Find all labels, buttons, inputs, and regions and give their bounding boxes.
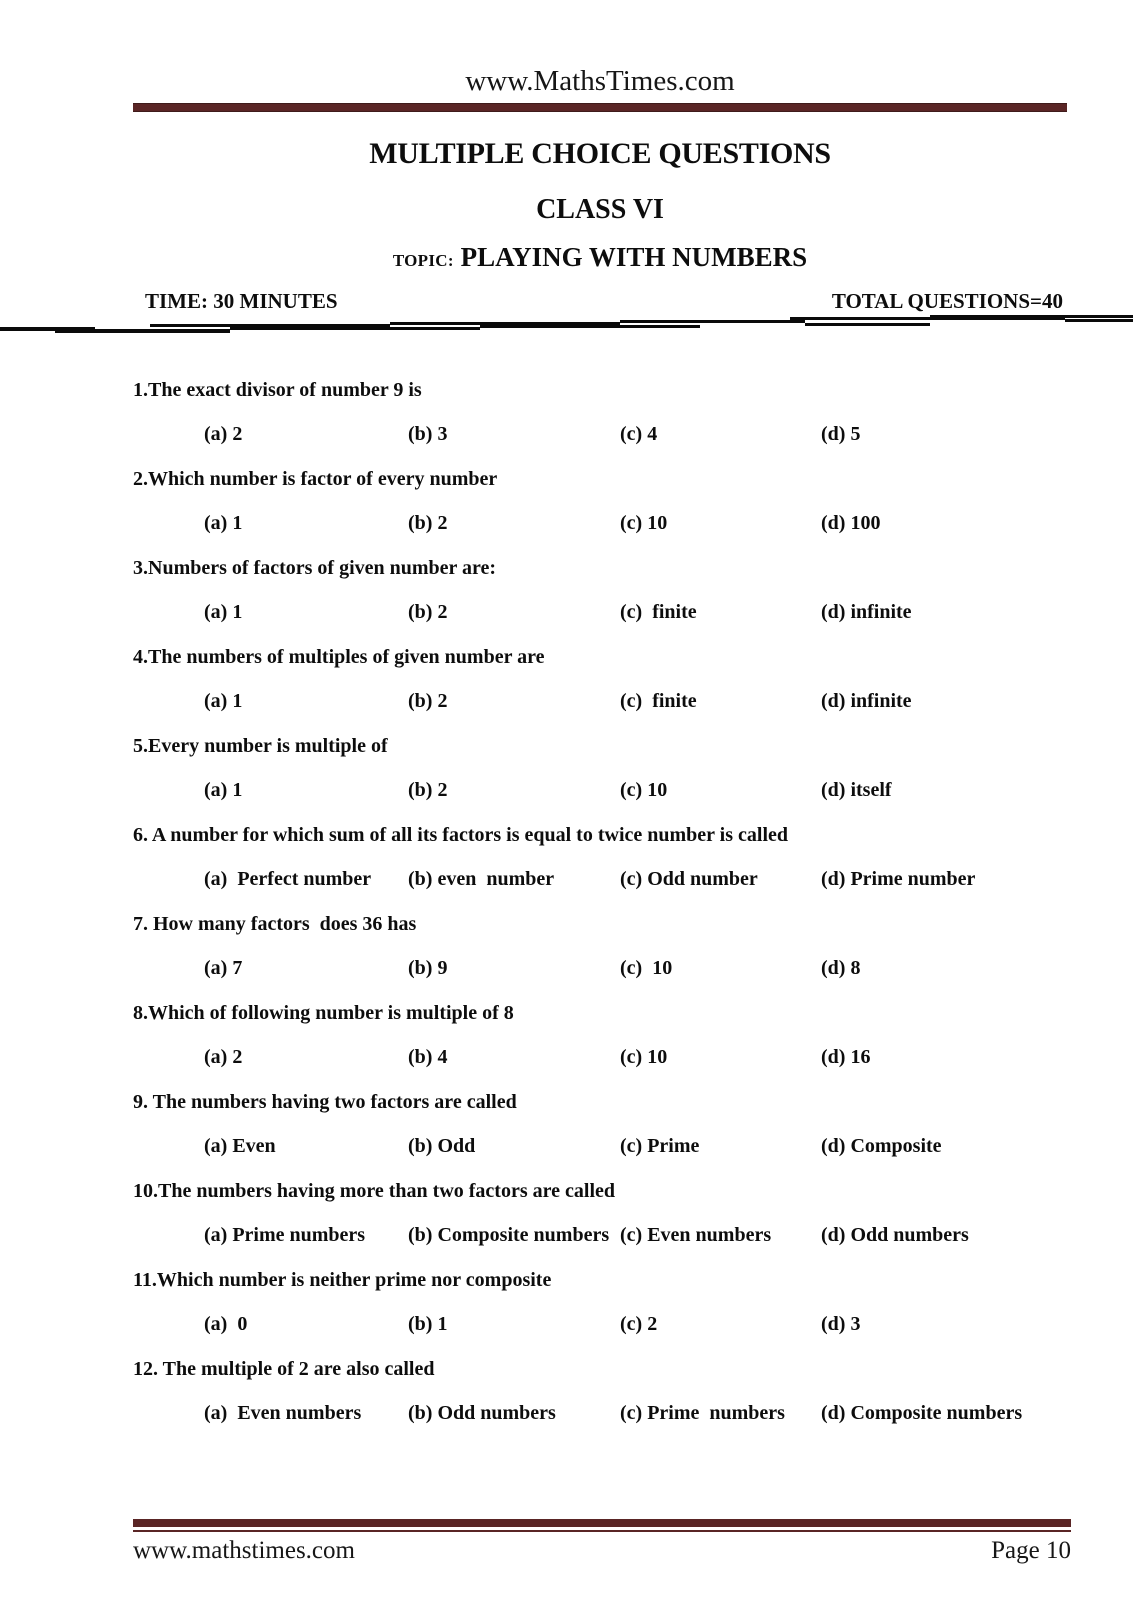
question-block xyxy=(133,556,1123,624)
option-c: (c) Odd number xyxy=(620,868,758,890)
question-text: 1.The exact divisor of number 9 is xyxy=(133,379,422,401)
time-allowed: TIME: 30 MINUTES xyxy=(145,289,338,313)
option-a: (a) 1 xyxy=(204,690,243,712)
footer-rule-thin xyxy=(133,1530,1071,1532)
topic-label: TOPIC: xyxy=(392,251,454,270)
option-a: (a) Prime numbers xyxy=(204,1224,366,1246)
options-row xyxy=(133,600,1123,624)
option-b: (b) 2 xyxy=(408,512,448,534)
option-b: (b) Odd numbers xyxy=(408,1402,556,1424)
options-row xyxy=(133,1401,1123,1425)
total-questions: TOTAL QUESTIONS=40 xyxy=(831,289,1063,313)
option-d: (d) Prime number xyxy=(821,868,976,890)
options-row xyxy=(133,1223,1123,1247)
option-d: (d) itself xyxy=(821,779,892,801)
option-d: (d) 5 xyxy=(821,423,861,445)
question-text: 7. How many factors does 36 has xyxy=(133,913,417,935)
footer-site-url: www.mathstimes.com xyxy=(133,1537,355,1564)
option-d: (d) Composite xyxy=(821,1135,942,1157)
options-row xyxy=(133,778,1123,802)
option-c: (c) 4 xyxy=(620,423,658,445)
option-b: (b) 9 xyxy=(408,957,448,979)
site-url-header: www.MathsTimes.com xyxy=(465,65,735,97)
question-block xyxy=(133,1001,1123,1069)
question-text: 2.Which number is factor of every number xyxy=(133,468,498,490)
option-b: (b) Odd xyxy=(408,1135,476,1157)
options-row xyxy=(133,1312,1123,1336)
footer-row xyxy=(133,1536,1071,1566)
question-text: 5.Every number is multiple of xyxy=(133,735,388,757)
question-text: 8.Which of following number is multiple of 8 xyxy=(133,1002,514,1024)
option-c: (c) 2 xyxy=(620,1313,658,1335)
question-text: 3.Numbers of factors of given number are: xyxy=(133,557,497,579)
question-block xyxy=(133,734,1123,802)
options-row xyxy=(133,689,1123,713)
option-d: (d) Odd numbers xyxy=(821,1224,969,1246)
option-a: (a) Even numbers xyxy=(204,1402,362,1424)
page-title: MULTIPLE CHOICE QUESTIONS xyxy=(369,137,831,170)
option-b: (b) 2 xyxy=(408,690,448,712)
footer-page-number: Page 10 xyxy=(991,1537,1071,1564)
option-c: (c) finite xyxy=(620,601,697,623)
meta-row xyxy=(133,289,1067,314)
option-c: (c) 10 xyxy=(620,1046,668,1068)
option-c: (c) Even numbers xyxy=(620,1224,772,1246)
options-row xyxy=(133,511,1123,535)
header-rule-bar xyxy=(133,103,1067,112)
question-text: 12. The multiple of 2 are also called xyxy=(133,1358,435,1380)
option-d: (d) Composite numbers xyxy=(821,1402,1023,1424)
options-row xyxy=(133,1045,1123,1069)
option-a: (a) 1 xyxy=(204,601,243,623)
question-block xyxy=(133,378,1123,446)
option-a: (a) 2 xyxy=(204,1046,243,1068)
question-block xyxy=(133,1268,1123,1336)
question-block xyxy=(133,823,1123,891)
option-b: (b) 4 xyxy=(408,1046,448,1068)
option-d: (d) 100 xyxy=(821,512,881,534)
option-b: (b) 2 xyxy=(408,779,448,801)
option-b: (b) 2 xyxy=(408,601,448,623)
option-a: (a) 7 xyxy=(204,957,243,979)
option-b: (b) 1 xyxy=(408,1313,448,1335)
option-c: (c) finite xyxy=(620,690,697,712)
option-b: (b) 3 xyxy=(408,423,448,445)
option-a: (a) Even xyxy=(204,1135,276,1157)
option-d: (d) 8 xyxy=(821,957,861,979)
divider-line xyxy=(0,314,1133,334)
option-c: (c) 10 xyxy=(620,779,668,801)
question-block xyxy=(133,1357,1123,1425)
option-c: (c) Prime numbers xyxy=(620,1402,785,1424)
class-heading: CLASS VI xyxy=(536,194,664,225)
option-c: (c) Prime xyxy=(620,1135,700,1157)
options-row xyxy=(133,956,1123,980)
option-a: (a) 1 xyxy=(204,779,243,801)
option-a: (a) 1 xyxy=(204,512,243,534)
options-row xyxy=(133,422,1123,446)
option-a: (a) 0 xyxy=(204,1313,248,1335)
question-list xyxy=(133,378,1123,1446)
option-c: (c) 10 xyxy=(620,957,673,979)
topic-line xyxy=(133,242,1067,276)
option-a: (a) Perfect number xyxy=(204,868,372,890)
topic-title: PLAYING WITH NUMBERS xyxy=(460,242,808,272)
option-d: (d) infinite xyxy=(821,601,912,623)
footer-rule-thick xyxy=(133,1519,1071,1527)
question-block xyxy=(133,1090,1123,1158)
question-block xyxy=(133,1179,1123,1247)
option-a: (a) 2 xyxy=(204,423,243,445)
question-text: 9. The numbers having two factors are called xyxy=(133,1091,517,1113)
option-d: (d) 3 xyxy=(821,1313,861,1335)
question-text: 10.The numbers having more than two factors are called xyxy=(133,1180,616,1202)
options-row xyxy=(133,1134,1123,1158)
question-text: 6. A number for which sum of all its factors is equal to twice number is called xyxy=(133,824,788,846)
option-d: (d) 16 xyxy=(821,1046,871,1068)
question-block xyxy=(133,645,1123,713)
question-block xyxy=(133,467,1123,535)
option-c: (c) 10 xyxy=(620,512,668,534)
options-row xyxy=(133,867,1123,891)
question-text: 4.The numbers of multiples of given number are xyxy=(133,646,545,668)
option-b: (b) even number xyxy=(408,868,555,890)
option-b: (b) Composite numbers xyxy=(408,1224,610,1246)
option-d: (d) infinite xyxy=(821,690,912,712)
question-block xyxy=(133,912,1123,980)
question-text: 11.Which number is neither prime nor composite xyxy=(133,1269,552,1291)
